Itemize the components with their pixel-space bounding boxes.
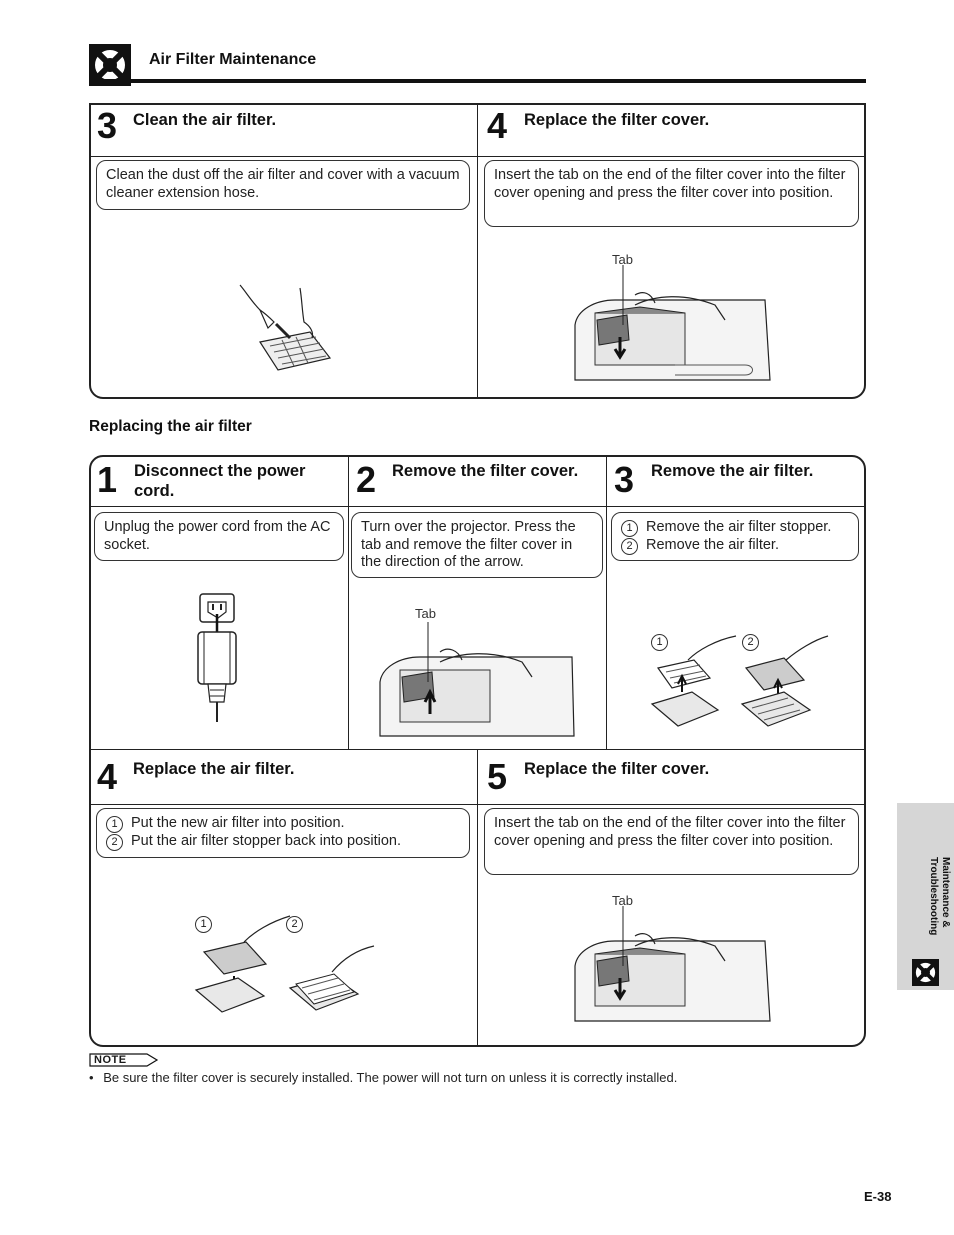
- figure-marker: 2: [742, 634, 759, 651]
- list-item: [106, 833, 460, 851]
- tab-callout-label: Tab: [612, 252, 633, 267]
- step-number: 3: [614, 459, 635, 500]
- note-text-row: [89, 1070, 677, 1085]
- step-marker: 1: [106, 816, 123, 833]
- step-number: 5: [487, 756, 508, 797]
- step-number: 4: [97, 756, 118, 797]
- note-bullet: •: [89, 1070, 94, 1085]
- page-section-title: Air Filter Maintenance: [149, 51, 317, 68]
- figure-marker: 1: [651, 634, 668, 651]
- list-item-text: Put the air filter stopper back into position.: [131, 833, 402, 849]
- power-plug-illustration: [194, 592, 242, 724]
- install-filter-illustration: [190, 912, 380, 1017]
- figure-marker: 2: [286, 916, 303, 933]
- panel-divider: [348, 457, 349, 749]
- list-item-text: Remove the air filter stopper.: [646, 519, 832, 535]
- sidebar-section-tab: [897, 803, 954, 990]
- panel-divider: [477, 750, 478, 1045]
- step-title: Clean the air filter.: [133, 111, 277, 129]
- instruction-text: Clean the dust off the air filter and cover with a vacuum cleaner extension hose.: [106, 167, 460, 201]
- step-number: 4: [487, 105, 508, 146]
- instruction-text: Unplug the power cord from the AC socket.: [104, 519, 331, 553]
- lifebuoy-icon: [912, 959, 939, 986]
- note-text: Be sure the filter cover is securely installed. The power will not turn on unless it is correctly installed.: [103, 1070, 678, 1085]
- instruction-list-box: [96, 808, 470, 858]
- panel-divider: [606, 457, 607, 749]
- step-title: Remove the filter cover.: [392, 462, 579, 480]
- step-marker: 2: [106, 834, 123, 851]
- instruction-text: Turn over the projector. Press the tab and remove the filter cover in the direction of the arrow.: [361, 519, 576, 570]
- remove-filter-illustration: [648, 630, 838, 730]
- step-number: 1: [97, 459, 118, 500]
- step-title: Disconnect the power cord.: [134, 462, 306, 500]
- panel-title-rule: [91, 156, 864, 157]
- instruction-box: [351, 512, 603, 578]
- list-item-text: Remove the air filter.: [646, 537, 779, 553]
- instruction-list-box: [611, 512, 859, 561]
- panel-divider: [477, 103, 478, 397]
- step-marker: 2: [621, 538, 638, 555]
- step-title: Replace the filter cover.: [524, 111, 710, 129]
- note-label: NOTE: [94, 1054, 127, 1066]
- instruction-box: [484, 160, 859, 227]
- step-title: Replace the filter cover.: [524, 760, 710, 778]
- sidebar-tab-label: Maintenance & Troubleshooting: [928, 857, 951, 936]
- figure-marker: 1: [195, 916, 212, 933]
- list-item: [106, 815, 460, 833]
- page-number: E-38: [864, 1189, 892, 1204]
- projector-cover-illustration: [565, 265, 775, 383]
- step-number: 2: [356, 459, 377, 500]
- step-marker: 1: [621, 520, 638, 537]
- projector-cover-illustration: [372, 622, 577, 738]
- instruction-box: [94, 512, 344, 561]
- vacuum-filter-illustration: [230, 280, 340, 375]
- instruction-text: Insert the tab on the end of the filter cover into the filter cover opening and press the filter cover into position.: [494, 167, 846, 201]
- tab-callout-label: Tab: [612, 893, 633, 908]
- list-item: [621, 537, 849, 555]
- tab-callout-label: Tab: [415, 606, 436, 621]
- instruction-text: Insert the tab on the end of the filter cover into the filter cover opening and press the filter cover into position.: [494, 815, 846, 849]
- panel-title-rule: [91, 804, 864, 805]
- step-title: Replace the air filter.: [133, 760, 295, 778]
- panel-title-rule: [91, 506, 864, 507]
- projector-cover-illustration: [565, 906, 775, 1024]
- list-item-text: Put the new air filter into position.: [131, 815, 345, 831]
- list-item: [621, 519, 849, 537]
- step-number: 3: [97, 105, 118, 146]
- step-title: Remove the air filter.: [651, 462, 814, 480]
- subsection-heading: Replacing the air filter: [89, 418, 252, 435]
- instruction-box: [96, 160, 470, 210]
- header-rule: [89, 79, 866, 83]
- instruction-box: [484, 808, 859, 875]
